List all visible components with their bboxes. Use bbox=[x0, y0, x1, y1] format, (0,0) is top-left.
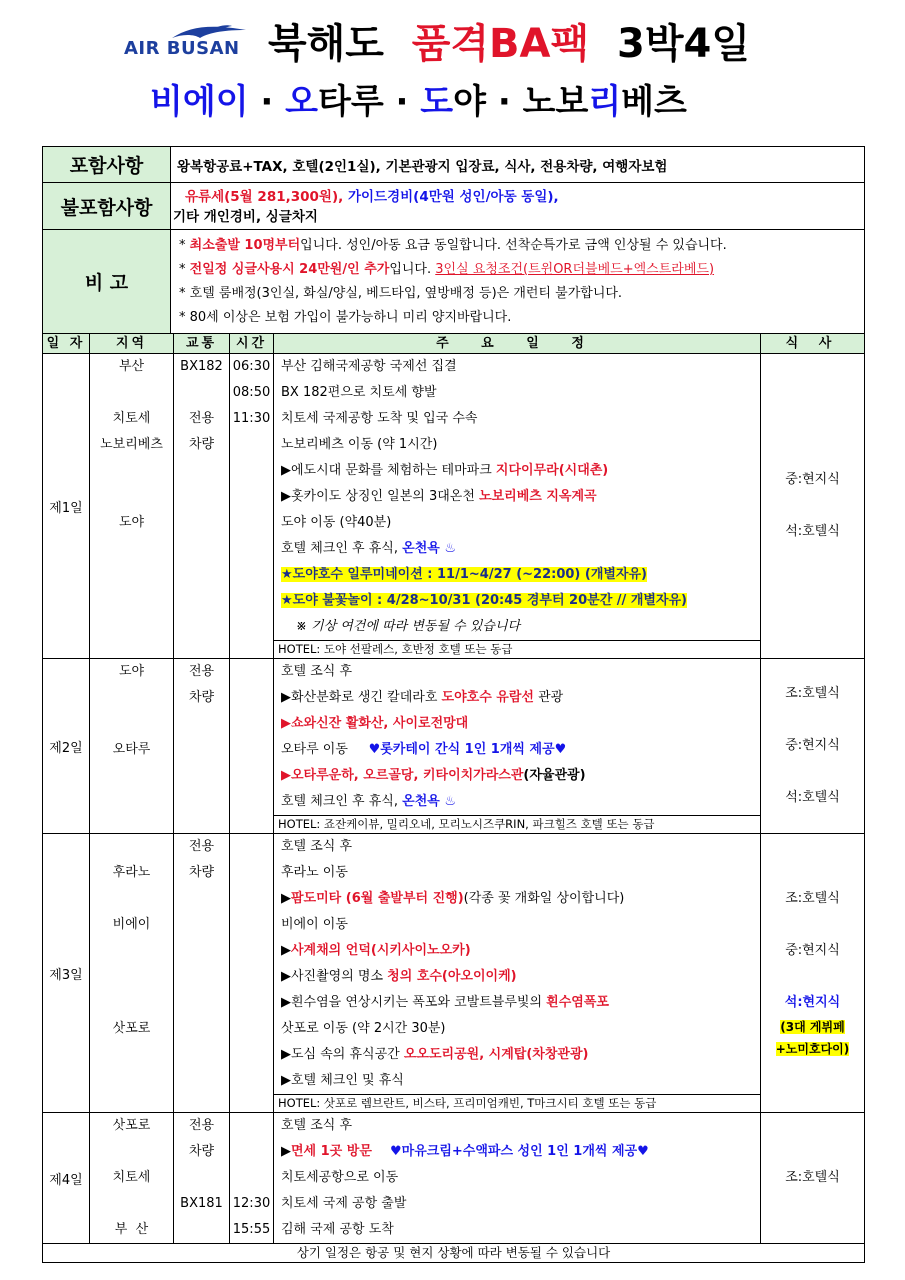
day4-times: 12:30 15:55 bbox=[230, 1113, 274, 1244]
day2-hotel: HOTEL: 죠잔케이뷰, 밀리오네, 모리노시즈쿠RIN, 파크힐즈 호텔 또는 동급 bbox=[274, 815, 760, 833]
footer-note: 상기 일정은 항공 및 현지 상황에 따라 변동될 수 있습니다 bbox=[43, 1244, 865, 1263]
notes-text: * 최소출발 10명부터입니다. 성인/아동 요금 동일합니다. 선착순특가로 금액 인상될 수 있습니다. * 전일정 싱글사용시 24만원/인 추가입니다. 3인실 요청조건(트윈OR더블베드+엑스트라베드) * 호텔 룸배정(3인실, 화실/양실, 베드타입, 옆방배정 등)은 개런티 불가합니다. * 80세 이상은 보험 가입이 불가능하니 미리 양지바랍니다. bbox=[171, 230, 865, 334]
schedule-header bbox=[43, 334, 865, 354]
included-text: 왕복항공료+TAX, 호텔(2인1실), 기본관광지 입장료, 식사, 전용차량, 여행자보험 bbox=[171, 147, 865, 183]
header-transport: 교통 bbox=[174, 334, 230, 354]
day1-times: 06:30 08:50 11:30 bbox=[230, 354, 274, 659]
day4-row bbox=[43, 1113, 865, 1244]
header bbox=[0, 0, 905, 140]
day3-meals: 조:호텔식 중:현지식 석:현지식 (3대 게뷔페 +노미호다이) bbox=[761, 834, 865, 1113]
day4-meals: 조:호텔식 bbox=[761, 1113, 865, 1244]
day3-label: 제3일 bbox=[43, 834, 90, 1113]
day3-hotel: HOTEL: 삿포로 렘브란트, 비스타, 프리미엄캐빈, T마크시티 호텔 또는 동급 bbox=[274, 1094, 760, 1112]
included-row bbox=[43, 147, 865, 183]
day2-times bbox=[230, 659, 274, 834]
notes-row bbox=[43, 230, 865, 334]
header-day: 일 자 bbox=[43, 334, 90, 354]
page-title: 북해도 품격BA팩 3박4일 bbox=[268, 21, 750, 67]
day1-plan: 부산 김해국제공항 국제선 집결 BX 182편으로 치토세 향발 치토세 국제공항 도착 및 입국 수속 노보리베츠 이동 (약 1시간) ▶에도시대 문화를 체험하는 테마파크 지다이무라(시대촌) ▶홋카이도 상징인 일본의 3대온천 노보리베츠 지옥계곡 도야 이동 (약40분) 호텔 체크인 후 휴식, 온천욕 ♨ ★도야호수 일루미네이션 : 11/1~4/27 (~22:00) (개별자유) ★도야 불꽃놀이 : 4/28~10/31 (20:45 경부터 20분간 // 개별자유) ※ 기상 여건에 따라 변동될 수 있습니다 HOTEL: 도야 선팔레스, 호반정 호텔 또는 동급 bbox=[274, 354, 761, 659]
excluded-label: 불포함사항 bbox=[43, 183, 171, 230]
excluded-text: 유류세(5월 281,300원), 가이드경비(4만원 성인/아동 동일), 기타 개인경비, 싱글차지 bbox=[171, 183, 865, 230]
schedule-table bbox=[42, 333, 865, 1263]
day4-transport: 전용 차량 BX181 bbox=[174, 1113, 230, 1244]
included-label: 포함사항 bbox=[43, 147, 171, 183]
day1-transport: BX182 전용 차량 bbox=[174, 354, 230, 659]
excluded-row bbox=[43, 183, 865, 230]
day1-regions: 부산 치토세 노보리베츠 도야 bbox=[90, 354, 174, 659]
day1-label: 제1일 bbox=[43, 354, 90, 659]
header-meal: 식 사 bbox=[761, 334, 865, 354]
day1-meals: 중:현지식 석:호텔식 bbox=[761, 354, 865, 659]
day4-regions: 삿포로 치토세 부 산 bbox=[90, 1113, 174, 1244]
day3-plan: 호텔 조식 후 후라노 이동 ▶팜도미타 (6월 출발부터 진행)(각종 꽃 개화일 상이합니다) 비에이 이동 ▶사계채의 언덕(시키사이노오카) ▶사진촬영의 명소 청의 호수(아오이이케) ▶흰수염을 연상시키는 폭포와 코발트블루빛의 흰수염폭포 삿포로 이동 (약 2시간 30분) ▶도심 속의 휴식공간 오오도리공원, 시계탑(차창관광) ▶호텔 체크인 및 휴식 HOTEL: 삿포로 렘브란트, 비스타, 프리미엄캐빈, T마크시티 호텔 또는 동급 bbox=[274, 834, 761, 1113]
footer-row bbox=[43, 1244, 865, 1263]
day2-row bbox=[43, 659, 865, 834]
air-busan-logo bbox=[122, 22, 247, 62]
logo-text: AIR BUSAN bbox=[124, 38, 240, 59]
header-plan: 주 요 일 정 bbox=[274, 334, 761, 354]
day2-regions: 도야 오타루 bbox=[90, 659, 174, 834]
info-table bbox=[42, 146, 865, 334]
header-time: 시간 bbox=[230, 334, 274, 354]
day1-hotel: HOTEL: 도야 선팔레스, 호반정 호텔 또는 동급 bbox=[274, 640, 760, 658]
page-subtitle: 비에이 · 오타루 · 도야 · 노보리베츠 bbox=[150, 82, 687, 122]
day2-meals: 조:호텔식 중:현지식 석:호텔식 bbox=[761, 659, 865, 834]
day3-row bbox=[43, 834, 865, 1113]
day4-plan: 호텔 조식 후 ▶면세 1곳 방문 ♥마유크림+수액파스 성인 1인 1개씩 제공♥ 치토세공항으로 이동 치토세 국제 공항 출발 김해 국제 공항 도착 bbox=[274, 1113, 761, 1244]
day2-label: 제2일 bbox=[43, 659, 90, 834]
day2-plan: 호텔 조식 후 ▶화산분화로 생긴 칼데라호 도야호수 유람선 관광 ▶쇼와신잔 활화산, 사이로전망대 오타루 이동 ♥롯카테이 간식 1인 1개씩 제공♥ ▶오타루운하, 오르골당, 키타이치가라스관(자율관광) 호텔 체크인 후 휴식, 온천욕 ♨ HOTEL: 죠잔케이뷰, 밀리오네, 모리노시즈쿠RIN, 파크힐즈 호텔 또는 동급 bbox=[274, 659, 761, 834]
day3-regions: 후라노 비에이 삿포로 bbox=[90, 834, 174, 1113]
day1-row bbox=[43, 354, 865, 659]
notes-label: 비 고 bbox=[43, 230, 171, 334]
day3-transport: 전용 차량 bbox=[174, 834, 230, 1113]
day3-times bbox=[230, 834, 274, 1113]
header-region: 지역 bbox=[90, 334, 174, 354]
day2-transport: 전용 차량 bbox=[174, 659, 230, 834]
day4-label: 제4일 bbox=[43, 1113, 90, 1244]
